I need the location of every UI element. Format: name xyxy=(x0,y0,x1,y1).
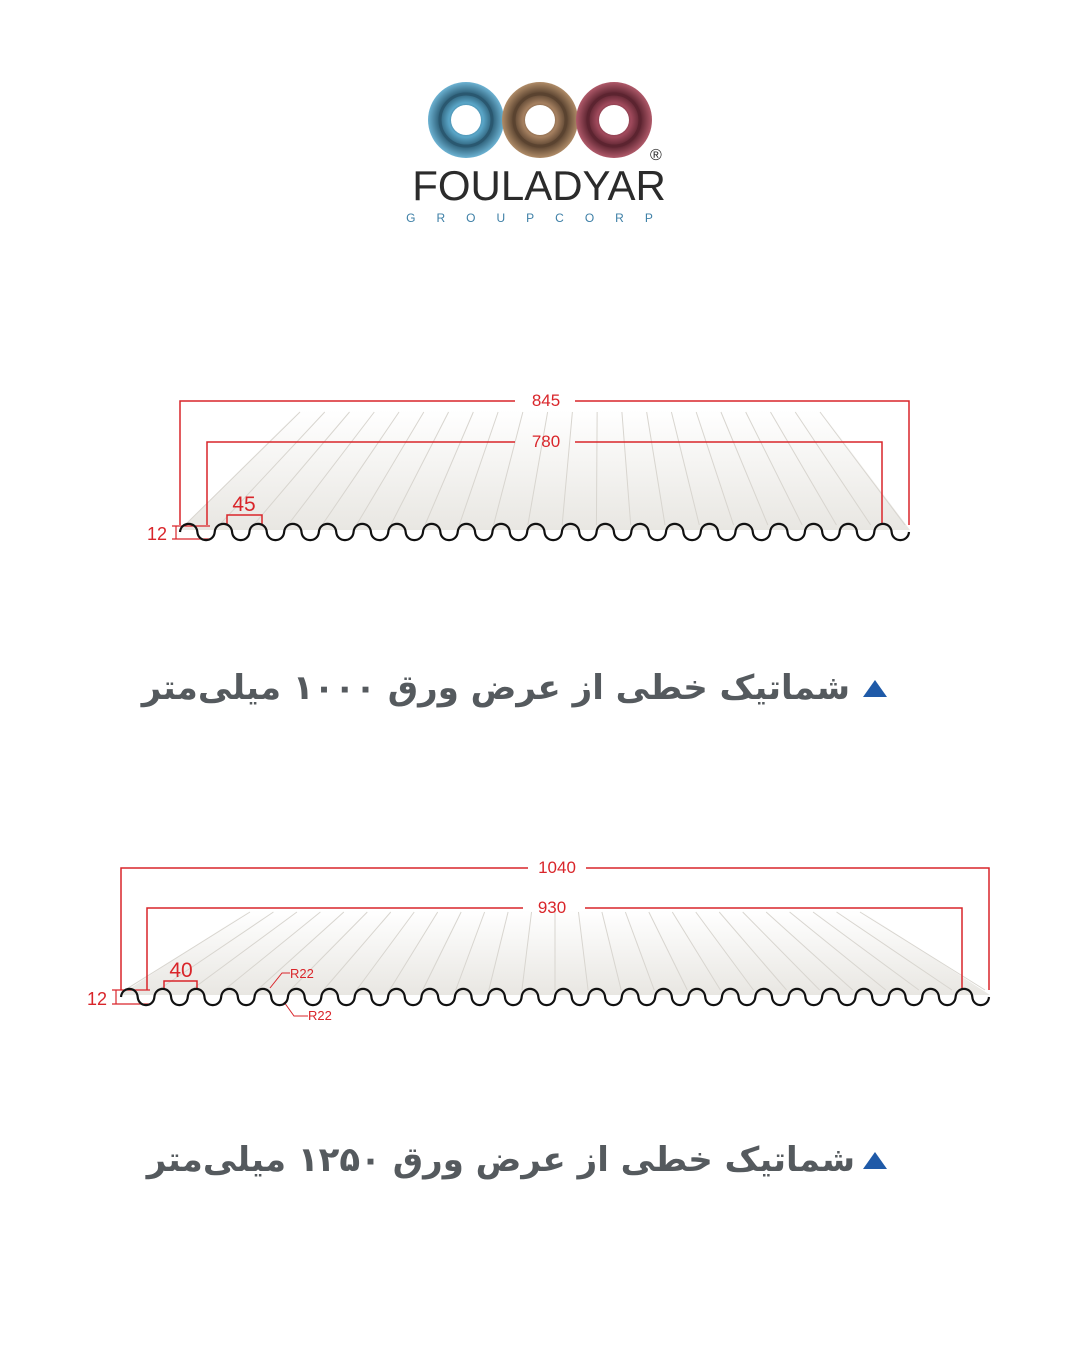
coil-maroon-icon xyxy=(576,82,652,158)
radius-bottom-label: R22 xyxy=(308,1008,332,1023)
profile-diagram-1250 xyxy=(0,850,1080,1030)
radius-bottom-leader xyxy=(284,1002,308,1016)
profile-diagram-1000 xyxy=(0,380,1080,560)
effective-width-label: 930 xyxy=(537,898,567,917)
caption-text: شماتیک خطی از عرض ورق ۱۲۵۰ میلی‌متر xyxy=(146,1140,855,1180)
triangle-marker-icon xyxy=(863,680,887,697)
depth-label: 12 xyxy=(147,524,168,544)
brand-tagline: GROUPCORP xyxy=(406,211,674,225)
overall-width-label: 845 xyxy=(531,391,561,410)
fouladyar-logo xyxy=(0,70,1080,240)
pitch-label: 45 xyxy=(232,493,256,516)
coil-blue-icon xyxy=(428,82,504,158)
brand-name: FOULADYAR xyxy=(412,162,666,209)
brand-registered: ® xyxy=(650,147,662,164)
radius-top-label: R22 xyxy=(290,966,314,981)
caption-text: شماتیک خطی از عرض ورق ۱۰۰۰ میلی‌متر xyxy=(141,668,850,708)
triangle-marker-icon xyxy=(863,1152,887,1169)
overall-width-label: 1040 xyxy=(538,858,576,877)
coil-brown-icon xyxy=(502,82,578,158)
pitch-label: 40 xyxy=(169,959,193,982)
caption-1250 xyxy=(0,1130,1080,1190)
depth-label: 12 xyxy=(87,989,108,1009)
caption-1000 xyxy=(0,658,1080,718)
effective-width-label: 780 xyxy=(531,432,561,451)
